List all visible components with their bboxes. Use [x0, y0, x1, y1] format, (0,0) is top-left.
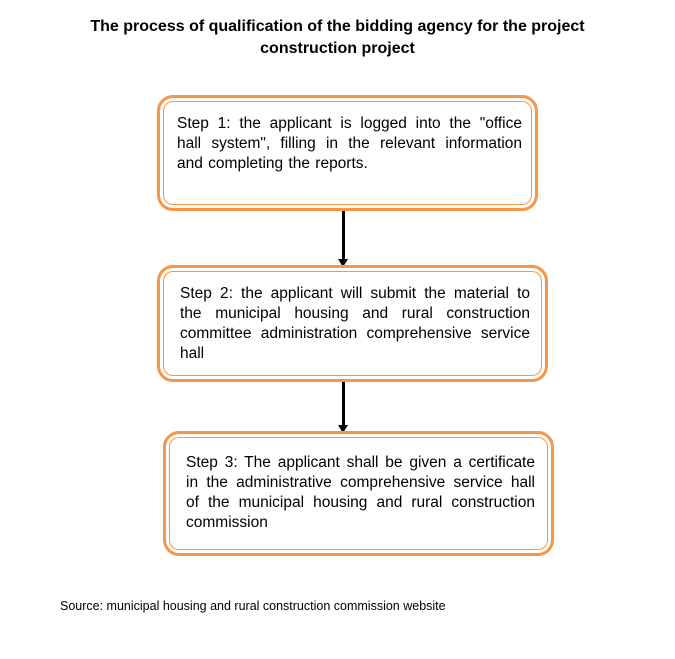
diagram-title: [0, 16, 675, 60]
step-2-box: [157, 265, 548, 382]
arrow-step1-to-step2: [342, 211, 345, 261]
step-3-text: Step 3: The applicant shall be given a certificate in the administrative comprehensive service hall of the municipal housing and rural construction commission: [186, 454, 535, 531]
step-2-text: Step 2: the applicant will submit the material to the municipal housing and rural construction committee administration comprehensive service hall: [180, 285, 530, 362]
step-1-box: [157, 95, 538, 211]
step-3-box: [163, 431, 554, 556]
title-line-1: The process of qualification of the bidding agency for the project: [90, 18, 585, 35]
step-1-text: Step 1: the applicant is logged into the "office hall system", filling in the relevant information and completing the reports.: [177, 115, 522, 172]
title-line-2: construction project: [260, 40, 415, 57]
arrow-step2-to-step3: [342, 382, 345, 427]
source-note: Source: municipal housing and rural construction commission website: [60, 599, 446, 613]
